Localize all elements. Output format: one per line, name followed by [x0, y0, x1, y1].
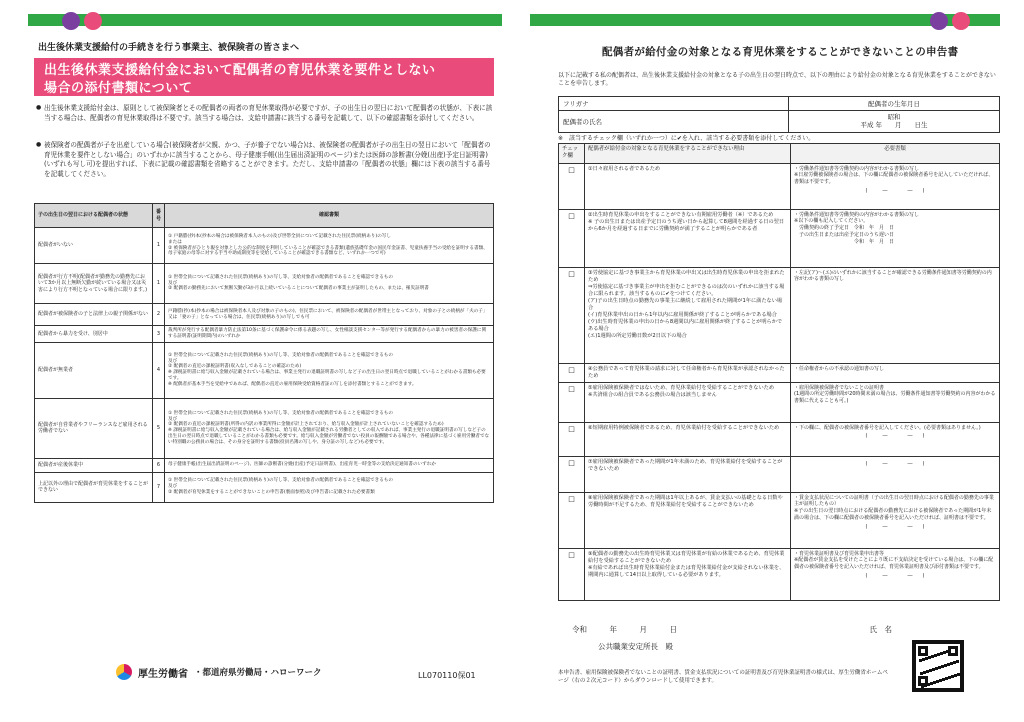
reason-cell: ⑤雇用保険被保険者ではないため、育児休業給付を受給することができないため ※共済組合の組合員である公務員の場合は該当しません [585, 382, 791, 422]
reason-cell: ⑧雇用保険被保険者であった期間は1年以上あるが、賃金支払いの基礎となる日数や労働時間が不足するため、育児休業給付を受給することができないため [585, 492, 791, 548]
era-heisei: 平成 [860, 120, 874, 129]
required-docs-cell [791, 382, 1000, 422]
header-documents: 確認書類 [165, 204, 494, 228]
docs-text: ・労働条件通知書等労働契約の内容がわかる書類の写し ※日雇労働被保険者の場合は、下の欄に配偶者の被保険者番号を記入していただければ、書類は不要です。 [794, 165, 994, 186]
reason-cell: ④公務員であって育児休業の請求に対して任命権者から育児休業が承認されなかったため [585, 363, 791, 382]
required-docs-cell [791, 209, 1000, 267]
documents-cell: ① 戸籍謄(抄)本(抄本の場合は被保険者本人のもの)及び世帯全員について記載された住民票(続柄あり)の写し または ② 被保険者がひとり親を対象とした公的な制度を利用していることが確認できる書類(遺族基礎年金の国民年金証書、児童扶養手当の受給を証明する書類、母子家庭の母等に対する手当や助成制度等を受給していることが確認できる書類など、いずれか一つで可) [165, 228, 494, 264]
documents-cell: 裁判所が発行する配偶者暴力防止法第10条に基づく保護命令に係る表題の写し、女性相談支援センター等が発行する配偶者からの暴力の被害者の保護に関する証明書(証明期間内)のいずれか [165, 326, 494, 343]
check-instruction: ※ 該当するチェック欄（いずれか一つ）に✔を入れ、該当する必要書類を添付してください。 [558, 135, 815, 142]
header-status: 子の出生日の翌日における配偶者の状態 [35, 204, 153, 228]
spouse-info-table [558, 96, 1000, 133]
reason-row [559, 163, 1000, 209]
number-cell: 5 [153, 398, 165, 458]
status-cell: 配偶者がいない [35, 228, 153, 264]
footer-text: ・都道府県労働局・ハローワーク [194, 668, 322, 678]
qr-code-icon[interactable] [912, 640, 964, 692]
banner-line-1: 出生後休業支援給付金において配偶者の育児休業を要件としない [44, 63, 436, 78]
documents-cell: ① 世帯全員について記載された住民票(続柄あり)の写し等、支給対象者の配偶者であることを確認できるもの 及び ② 配偶者の勤務先において無断欠勤が3か月以上続いていることについて配偶者の事業主が証明したもの、または、罹災証明書 [165, 264, 494, 304]
status-cell: 配偶者が産後休業中 [35, 458, 153, 472]
number-cell: 1 [153, 228, 165, 264]
header-number: 番号 [153, 204, 165, 228]
table-row [35, 264, 494, 304]
spouse-status-table [34, 203, 494, 503]
checkbox[interactable]: □ [559, 267, 585, 363]
insured-number-field[interactable]: ( ― ― ) [865, 523, 925, 530]
table-row [35, 228, 494, 264]
table-row [35, 342, 494, 398]
status-cell: 配偶者が行方不明(配偶者が勤務先の勤務先において3か月以上無断欠勤が続いている場合又は災害により行方不明となっている場合に限ります。) [35, 264, 153, 304]
bullet-paragraph-2: ● 被保険者の配偶者が子を出産している場合(被保険者が父親、かつ、子が養子でない場合)は、被保険者の配偶者が子の出生日の翌日において「配偶者の育児休業を要件としない場合」のいずれかに該当することから、母子健康手帳(出生届出済証明のページ)または医師の診断書(分娩(出産)予定日証明書)(いずれも写し可)を提出すれば、下表に記載の確認書類を省略することができます。ただし、支給申請書の「配偶者の状態」欄には下表の該当する番号を記載してください。 [44, 141, 496, 179]
reason-row [559, 382, 1000, 422]
reason-row [559, 548, 1000, 600]
document-code: LL070110保01 [418, 671, 476, 680]
reason-row [559, 363, 1000, 382]
docs-text: ・労働条件通知書等労働契約の内容がわかる書類の写し ※以下の欄も記入してください。 労働契約の終了予定日 令和 年 月 日 子の出生日または出産予定日のうち遅い日 令和 年 月 日 [794, 211, 920, 245]
ministry-footer [116, 664, 322, 680]
download-note: 本申告書、雇用保険被保険者でないことの証明書、賃金支払状況についての証明書及び育児休業証明書の様式は、厚生労働省ホームページ（右の２次元コード）からダウンロードして使用できます。 [558, 670, 888, 684]
reason-row [559, 267, 1000, 363]
checkbox[interactable]: □ [559, 382, 585, 422]
docs-text: ・育児休業証明書及び育児休業申出書等 ※配偶者が賃金支払を受けたことにより既に不支給決定を受けている場合は、下の欄に配偶者の被保険者番号を記入いただければ、育児休業証明書及び添付書類は不要です。 [794, 550, 994, 571]
checkbox[interactable]: □ [559, 209, 585, 267]
table-header-row [35, 204, 494, 228]
documents-cell: ① 世帯全員について記載された住民票(続柄あり)の写し等、支給対象者の配偶者であることを確認できるもの 及び ② 配偶者の直近の課税証明書(収入なしであることの確認のため) ※ 課税証明書に給与収入金額が記載されている場合は、事業主発行の退職証明書の写しなど子の出生日の翌日時点で退職していることがわかる書類も必要です。 ※ 配偶者が基本手当を受給中であれば、配偶者の直近の雇用保険受給資格者証の写しを添付書類とすることができます。 [165, 342, 494, 398]
name-label: 配偶者の氏名 [563, 118, 602, 126]
reason-cell: ②出生時育児休業の申出をすることができない有期雇用労働者（※）であるため ※ 子の出生日または出産予定日のうち遅い日から起算して8週間を経過する日の翌日から6か月を経過する日までに労働契約が満了することが明らかである者 [585, 209, 791, 267]
status-cell: 配偶者が無業者 [35, 342, 153, 398]
status-cell: 上記以外の理由で配偶者が育児休業をすることができない [35, 472, 153, 502]
status-cell: 配偶者が自営業者やフリーランスなど雇用される労働者でない [35, 398, 153, 458]
table-row [35, 304, 494, 326]
date-field[interactable]: 令和 年 月 日 [572, 625, 677, 634]
era-showa: 昭和 [887, 112, 901, 121]
reason-cell: ③労使協定に基づき事業主から育児休業の申出又は出生時育児休業の申出を拒まれたため ⇒労使協定に基づき事業主が申出を拒むことができるのは次のいずれかに該当する場合に限られます。該当するものに✔をつけてください。 (ア)子の出生日時点の勤務先の事業主に継続して雇用された期間が1年に満たない場合 (イ)育児休業申出の日から1年以内に雇用関係が終了することが明らかである場合 (ウ)出生時育児休業の申出の日から8週間以内に雇用関係が終了することが明らかである場合 (エ)1週間の所定労働日数が2日以下の場合 [585, 267, 791, 363]
furigana-label: フリガナ [559, 97, 789, 111]
pink-circle-decoration [84, 12, 102, 30]
reason-row [559, 456, 1000, 492]
signature-block [572, 624, 952, 652]
reason-cell: ①日々雇用される者であるため [585, 163, 791, 209]
documents-cell: 母子健康手帳(出生届出済証明のページ)、医師の診断書(分娩(出産)予定日証明書)、出産育児一時金等の支給決定通知書のいずれか [165, 458, 494, 472]
header-check: チェック欄 [559, 144, 585, 164]
status-cell: 配偶者が被保険者の子と法律上の親子関係がない [35, 304, 153, 326]
reason-cell: ⑦雇用保険被保険者であった期間が1年未満のため、育児休業給付を受給することができないため [585, 456, 791, 492]
header-reason: 配偶者が給付金の対象となる育児休業をすることができない理由 [585, 144, 791, 164]
required-docs-cell [791, 363, 1000, 382]
checkbox[interactable]: □ [559, 163, 585, 209]
right-page [512, 0, 1024, 722]
docs-text: ・任命権者からの不承認の通知書の写し [794, 365, 885, 372]
birth-ymd: 年 月 日生 [875, 120, 928, 129]
reason-header-row [559, 144, 1000, 164]
number-cell: 1 [153, 264, 165, 304]
checkbox[interactable]: □ [559, 363, 585, 382]
required-docs-cell [791, 163, 1000, 209]
required-docs-cell [791, 422, 1000, 456]
birth-field[interactable] [789, 111, 1000, 133]
purple-circle-decoration [930, 12, 948, 30]
reason-table [558, 143, 1000, 601]
header-required-docs: 必要書類 [791, 144, 1000, 164]
bullet-paragraph-1: ● 出生後休業支援給付金は、原則として被保険者とその配偶者の両者の育児休業取得が必要ですが、子の出生日の翌日において配偶者の状態が、下表に該当する場合は、配偶者の育児休業取得は不要です。該当する場合は、支給申請書に該当する番号を記載して、以下の確認書類を添付してください。 [44, 104, 496, 123]
insured-number-field[interactable]: ( ― ― ) [865, 187, 925, 194]
docs-text: ・雇用保険被保険者でないことの証明書 (1週間の所定労働時間が20時間未満の場合は、労働条件通知書等労働契約の内容がわかる書類に代えることも可。) [794, 384, 996, 405]
banner-line-2: 場合の添付書類について [44, 80, 193, 96]
form-title: 配偶者が給付金の対象となる育児休業をすることができないことの申告書 [602, 46, 959, 58]
required-docs-cell [791, 548, 1000, 600]
number-cell: 2 [153, 304, 165, 326]
signature-field[interactable]: 氏 名 [869, 625, 892, 634]
checkbox[interactable]: □ [559, 548, 585, 600]
reason-cell: ⑨配偶者の勤務先の出生時育児休業又は育児休業が有給の休業であるため、育児休業給付を受給することができないため ※有給であれば出生時育児休業給付金または育児休業給付金が支給されない休業を、期間内に通算して14日以上取得している必要があります。 [585, 548, 791, 600]
reason-row [559, 209, 1000, 267]
insured-number-field[interactable]: ( ― ― ) [865, 572, 925, 579]
reason-row [559, 422, 1000, 456]
birth-label: 配偶者の生年月日 [789, 97, 1000, 111]
documents-cell: 戸籍謄(抄)本(抄本の場合は被保険者本人及び対象の子のもの)、住民票において、被保険者の配偶者が世帯主となっており、対象の子との続柄が「夫の子」又は「妻の子」となっている場合は、住民票(続柄あり)の写しでも可 [165, 304, 494, 326]
form-intro: 以下に記載する私の配偶者は、出生後休業支援給付金の対象となる子の出生日の翌日時点で、以下の理由により給付金の対象となる育児休業をすることができないことを申告します。 [558, 72, 996, 88]
docs-text: ・賃金支払状況についての証明書（子の出生日の翌日時点における配偶者の勤務先の事業主が証明したもの） ※子の出生日の翌日時点における配偶者の勤務先における被保険者であった期間が1年未満の場合は、下の欄に配偶者の被保険者番号を記入いただければ、証明書は不要です。 [794, 494, 994, 521]
pink-circle-decoration [952, 12, 970, 30]
name-field[interactable] [559, 111, 789, 133]
notice-heading: 出生後休業支援給付の手続きを行う事業主、被保険者の皆さまへ [38, 43, 300, 53]
documents-cell: ① 世帯全員について記載された住民票(続柄あり)の写し等、支給対象者の配偶者であることを確認できるもの 及び ② 配偶者が育児休業をすることができないことの申告書(裏面参照)及び申告書に記載された必要書類 [165, 472, 494, 502]
table-row [35, 326, 494, 343]
insured-number-field[interactable]: ( ― ― ) [865, 460, 925, 467]
title-banner [34, 58, 494, 96]
docs-text: ・下の欄に、配偶者の被保険者番号を記入してください。(必要書類はありません。) [794, 424, 981, 431]
ministry-name: 厚生労働省 [138, 668, 188, 680]
insured-number-field[interactable]: ( ― ― ) [865, 433, 925, 440]
status-cell: 配偶者から暴力を受け、別居中 [35, 326, 153, 343]
ministry-logo-icon [116, 664, 132, 680]
docs-text: ・左記(ア)～(エ)のいずれかに該当することが確認できる労働条件通知書等労働契約の内容がわかる書類の写し [794, 269, 992, 283]
number-cell: 6 [153, 458, 165, 472]
number-cell: 3 [153, 326, 165, 343]
table-row [35, 472, 494, 502]
required-docs-cell [791, 267, 1000, 363]
table-row [35, 458, 494, 472]
reason-row [559, 492, 1000, 548]
checkbox[interactable]: □ [559, 456, 585, 492]
required-docs-cell [791, 492, 1000, 548]
checkbox[interactable]: □ [559, 492, 585, 548]
documents-cell: ① 世帯全員について記載された住民票(続柄あり)の写し等、支給対象者の配偶者であることを確認できるもの 及び ② 配偶者の直近の課税証明書(所得の内訳の事業所得に金額が計上されており、給与収入金額が計上されていないことを確認するため) ※ 課税証明書に給与収入金額が記載されている場合は、給与収入金額が記載される労働者としての収入であれば、事業主発行の退職証明書の写しなど子の出生日の翌日時点で退職していることがわかる書類も必要です。給与収入金額が労働者でない役員の報酬額である場合や、各種法律に基づく雇用労働者でない特別職の公務員の場合は、その身分を証明する書類(役員名簿の写しや、身分証の写しなど)も必要です。 [165, 398, 494, 458]
purple-circle-decoration [62, 12, 80, 30]
number-cell: 7 [153, 472, 165, 502]
checkbox[interactable]: □ [559, 422, 585, 456]
reason-cell: ⑥短期雇用特例被保険者であるため、育児休業給付を受給することができないため [585, 422, 791, 456]
required-docs-cell [791, 456, 1000, 492]
table-row [35, 398, 494, 458]
number-cell: 4 [153, 342, 165, 398]
office-addressee: 公共職業安定所長 殿 [598, 642, 673, 651]
